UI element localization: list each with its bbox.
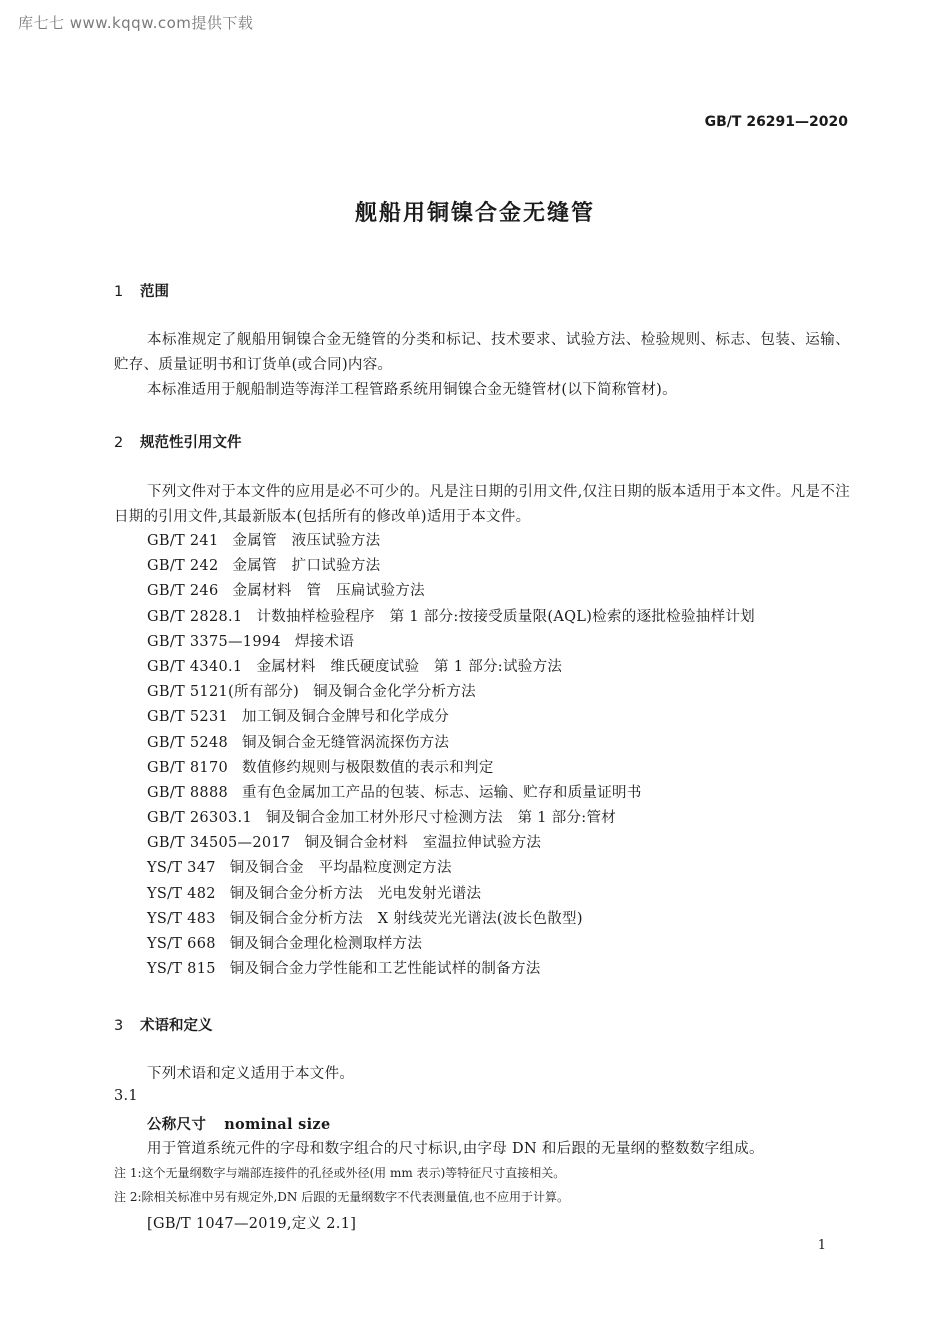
reference-code: GB/T 4340.1: [147, 658, 243, 675]
list-item: [147, 731, 755, 756]
reference-code: GB/T 8170: [147, 759, 229, 776]
term-entry: [147, 1113, 331, 1134]
reference-title: 铜及铜合金分析方法 X 射线荧光光谱法(波长色散型): [229, 910, 583, 927]
list-item: [147, 554, 755, 579]
term-definition: 用于管道系统元件的字母和数字组合的尺寸标识,由字母 DN 和后跟的无量纲的整数数字组成。: [147, 1141, 764, 1157]
reference-code: GB/T 26303.1: [147, 810, 252, 827]
reference-code: GB/T 242: [147, 558, 219, 575]
reference-title: 金属管 扩口试验方法: [232, 558, 381, 575]
list-item: [147, 605, 755, 630]
reference-code: YS/T 668: [147, 936, 216, 952]
watermark: 库七七 www.kqqw.com提供下载: [18, 14, 254, 32]
section-number: 3: [114, 1018, 124, 1034]
note-1: 注 1:这个无量纲数字与端部连接件的孔径或外径(用 mm 表示)等特征尺寸直接相关。: [114, 1166, 566, 1180]
standard-number: GB/T 26291—2020: [704, 114, 848, 130]
reference-title: 计数抽样检验程序 第 1 部分:按接受质量限(AQL)检索的逐批检验抽样计划: [256, 608, 755, 625]
list-item: [147, 579, 755, 604]
reference-code: YS/T 815: [147, 961, 216, 978]
scope-paragraph-2: 本标准适用于舰船制造等海洋工程管路系统用铜镍合金无缝管材(以下简称管材)。: [147, 382, 677, 398]
reference-list: [147, 529, 755, 982]
term-chinese: 公称尺寸: [147, 1117, 207, 1133]
definition-source: [GB/T 1047—2019,定义 2.1]: [147, 1216, 357, 1232]
reference-code: GB/T 246: [147, 583, 219, 600]
page-number: 1: [817, 1238, 826, 1253]
reference-title: 焊接术语: [294, 633, 355, 650]
list-item: [147, 705, 755, 730]
term-english: nominal size: [224, 1116, 331, 1133]
term-number: 3.1: [114, 1088, 138, 1104]
reference-code: YS/T 483: [147, 910, 216, 927]
list-item: [147, 781, 755, 806]
section-number: 2: [114, 435, 124, 451]
list-item: [147, 529, 755, 554]
reference-title: 铜及铜合金材料 室温拉伸试验方法: [304, 835, 542, 852]
reference-title: 铜及铜合金无缝管涡流探伤方法: [242, 734, 450, 751]
reference-code: GB/T 8888: [147, 784, 229, 801]
reference-title: 金属管 液压试验方法: [232, 533, 381, 549]
reference-title: 数值修约规则与极限数值的表示和判定: [242, 759, 494, 776]
list-item: [147, 630, 755, 655]
list-item: [147, 882, 755, 907]
section-title: 术语和定义: [140, 1018, 213, 1034]
reference-code: GB/T 241: [147, 533, 219, 549]
section-3-heading: [114, 1014, 213, 1035]
section-title: 规范性引用文件: [140, 435, 242, 451]
list-item: [147, 856, 755, 881]
reference-title: 铜及铜合金加工材外形尺寸检测方法 第 1 部分:管材: [265, 810, 617, 827]
reference-title: 金属材料 管 压扁试验方法: [232, 583, 425, 600]
reference-title: 铜及铜合金力学性能和工艺性能试样的制备方法: [229, 961, 541, 978]
list-item: [147, 806, 755, 831]
reference-code: GB/T 5248: [147, 734, 229, 751]
reference-code: GB/T 2828.1: [147, 608, 243, 625]
section-title: 范围: [140, 284, 169, 300]
reference-code: GB/T 34505—2017: [147, 835, 291, 852]
scope-paragraph-1: 本标准规定了舰船用铜镍合金无缝管的分类和标记、技术要求、试验方法、检验规则、标志、包装、运输、贮存、质量证明书和订货单(或合同)内容。: [114, 332, 850, 373]
reference-title: 金属材料 维氏硬度试验 第 1 部分:试验方法: [256, 658, 563, 675]
note-2: 注 2:除相关标准中另有规定外,DN 后跟的无量纲数字不代表测量值,也不应用于计算。: [114, 1190, 570, 1204]
reference-title: 重有色金属加工产品的包装、标志、运输、贮存和质量证明书: [242, 784, 642, 801]
reference-title: 加工铜及铜合金牌号和化学成分: [242, 709, 450, 726]
list-item: [147, 756, 755, 781]
list-item: [147, 932, 755, 957]
reference-title: 铜及铜合金 平均晶粒度测定方法: [229, 860, 452, 877]
list-item: [147, 680, 755, 705]
section-number: 1: [114, 284, 124, 300]
list-item: [147, 957, 755, 982]
reference-title: 铜及铜合金化学分析方法: [313, 684, 476, 701]
reference-code: YS/T 482: [147, 885, 216, 902]
reference-title: 铜及铜合金分析方法 光电发射光谱法: [229, 885, 482, 902]
list-item: [147, 907, 755, 932]
document-title: 舰船用铜镍合金无缝管: [354, 201, 595, 226]
section-2-heading: [114, 431, 242, 452]
reference-code: GB/T 3375—1994: [147, 633, 281, 650]
list-item: [147, 831, 755, 856]
section-1-heading: [114, 280, 169, 301]
reference-code: GB/T 5231: [147, 709, 229, 726]
reference-title: 铜及铜合金理化检测取样方法: [229, 936, 423, 952]
reference-code: GB/T 5121(所有部分): [147, 684, 300, 701]
list-item: [147, 655, 755, 680]
references-intro: 下列文件对于本文件的应用是必不可少的。凡是注日期的引用文件,仅注日期的版本适用于本文件。凡是不注日期的引用文件,其最新版本(包括所有的修改单)适用于本文件。: [114, 484, 850, 525]
terms-intro: 下列术语和定义适用于本文件。: [147, 1066, 355, 1082]
reference-code: YS/T 347: [147, 860, 216, 877]
